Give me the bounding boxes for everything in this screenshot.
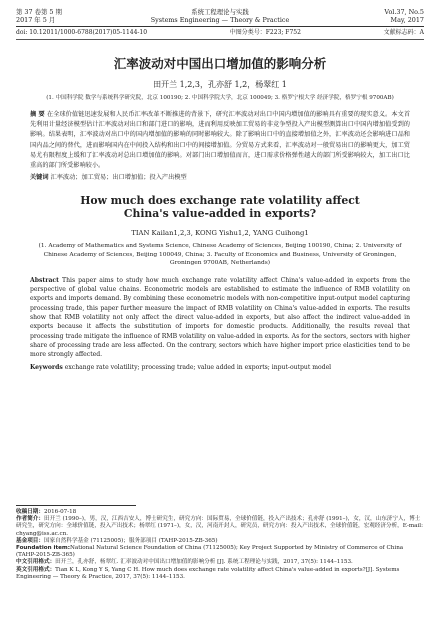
footnote-text: 2016-07-18 [43, 509, 77, 515]
affiliation-cn: (1. 中国科学院 数学与系统科学研究院，北京 100190; 2. 中国科学院大学，北京 100049; 3. 格罗宁根大学 经济学院，格罗宁根 9700AB) [46, 95, 394, 101]
keywords-cn-label: 关键词 [30, 174, 49, 182]
footnote-text: 田开兰，孔亦舒，杨翠红. 汇率波动对中国出口增加值的影响分析 [J]. 系统工程理论与实践，2017, 37(5): 1144–1153. [55, 559, 353, 566]
authors-cn: 田开兰 1,2,3，孔亦舒 1,2，杨翠红 1 [153, 80, 287, 89]
keywords-cn-text: 汇率波动；加工贸易；出口增加值；投入产出模型 [50, 174, 187, 182]
footnote-text: Tian K L, Kong Y S, Yang C H. How much does exchange rate volatility affect China's value-added in exports?[J]. Systems Engineering — Theory & Practice, 2017, 37(5): 1144–1153. [16, 566, 400, 580]
abstract-en [30, 276, 410, 360]
footnote-cite-en [16, 567, 424, 581]
footnote-label: Foundation item: [16, 545, 70, 552]
document-code: 文献标志码：A [383, 29, 424, 36]
meta-rule [16, 39, 424, 40]
footnote-separator [16, 505, 136, 506]
abstract-en-label: Abstract [30, 276, 59, 284]
running-header [16, 8, 424, 24]
journal-name-cn: 系统工程理论与实践 [191, 8, 249, 16]
abstract-cn [30, 110, 410, 171]
keywords-en-text: exchange rate volatility; processing trade; value added in exports; input-output model [64, 364, 332, 372]
article-meta [16, 29, 424, 37]
header-left [16, 8, 106, 24]
abstract-cn-label: 摘 要 [30, 111, 45, 118]
footnotes [16, 505, 424, 581]
footnote-label: 作者简介： [16, 516, 44, 523]
header-right [334, 8, 424, 24]
footnote-fund-en [16, 545, 424, 559]
footnote-label: 英文引用格式： [16, 566, 56, 573]
doi: doi: 10.12011/1000-6788(2017)05-1144-10 [16, 29, 148, 36]
date-cn: 2017 年 5 月 [16, 16, 56, 24]
date-en: May, 2017 [390, 16, 424, 24]
footnote-author-bio [16, 516, 424, 538]
footnote-label: 收稿日期： [16, 509, 44, 515]
footnote-label: 基金项目： [16, 537, 44, 544]
footnote-text: 国家自然科学基金 (71125005)；服务部项目 (TAHP-2015-ZB-365) [43, 537, 218, 544]
volume-issue-en: Vol.37, No.5 [384, 8, 424, 16]
header-center [106, 8, 334, 24]
keywords-cn [30, 173, 410, 182]
keywords-en [30, 363, 410, 372]
header-rule [16, 26, 424, 27]
footnote-text: 田开兰 (1990–)，男，汉，江西吉安人，博士研究生，研究方向：国际贸易，全球价值链，投入产出技术；孔亦舒 (1991–)，女，汉，山东济宁人，博士研究生，研究方向：全球价值链，投入产出技术；杨翠红 (1971–)，女，汉，河南开封人，研究员，研究方向：投入产出技术，全球价值链，宏观经济分析，E-mail: chyang@iss.ac.cn. [16, 516, 423, 537]
footnote-text: National Natural Science Foundation of China (71125005); Key Project Supported by Ministry of Commerce of China (TAHP-2015-ZB-365) [16, 545, 404, 559]
abstract-cn-text: 在全球价值链迅速发展和人民币汇率改革不断推进的背景下，研究汇率波动对出口中国内增加值的影响具有重要的现实意义。本文首先利用计量经济模型估计汇率波动对出口和部门进口的影响，进而利用反映加工贸易的非竞争型投入产出模型测算出口中国内增加值受到的影响。结果表明，汇率波动对出口中的国内增加值的影响的同时影响较大。除了影响出口中的直接增加值之外，汇率波动还会影响进口品和国内品之间的替代，进而影响国内在中间投入结构和出口中的间接增加值。分贸易方式来看，汇率波动对一般贸易出口的影响更大，加工贸易尤有限程度上缓和了汇率波动对总出口增加值的影响。对部门出口增加值而言，进口需求价格弹性越大的部门所受影响较大，加工出口比重高的部门所受影响较小。 [30, 111, 411, 170]
affiliation-en: (1. Academy of Mathematics and Systems Science, Chinese Academy of Sciences, Beijing 100190, China; 2. University of Chinese Academy of Sciences, Beijing 100049, China; 3. Faculty of Economics and Business, University of Groningen, Groningen 9700AB, Netherlands) [38, 243, 402, 267]
footnote-label: 中文引用格式： [16, 559, 56, 566]
keywords-en-label: Keywords [30, 364, 63, 372]
title-cn: 汇率波动对中国出口增加值的影响分析 [113, 56, 327, 71]
volume-issue-cn: 第 37 卷第 5 期 [16, 8, 62, 16]
title-en: How much does exchange rate volatility affect China's value-added in exports? [80, 194, 360, 221]
authors-en: TIAN Kailan1,2,3, KONG Yishu1,2, YANG Cuihong1 [131, 229, 309, 238]
footnote-fund-cn [16, 538, 424, 545]
footnote-cite-cn [16, 559, 424, 566]
journal-name-en: Systems Engineering — Theory & Practice [150, 16, 290, 24]
abstract-en-text: This paper aims to study how much exchange rate volatility affect China's value-added in exports from the perspective of global value chains. Econometric models are established to estimate the influence of RMB volatility on exports and imports demand. By combining these econometric models with non-competitive input-output model capturing processing trade, this paper further measure the impact of RMB volatility on China's value-added in exports. The results show that RMB volatility not only affect the direct value-added in exports, but also affect the indirect value-added in exports because it affects the substitution of imports for domestic products. Additionally, the results reveal that processing trade mitigate the influence of RMB volatility on value-added in exports. As for the sectors, sectors with higher share of processing trade are less affected. On the contrary, sectors which have higher import price elasticities tend to be more strongly affected. [30, 276, 411, 359]
clc-number: 中图分类号：F223; F752 [229, 29, 301, 36]
